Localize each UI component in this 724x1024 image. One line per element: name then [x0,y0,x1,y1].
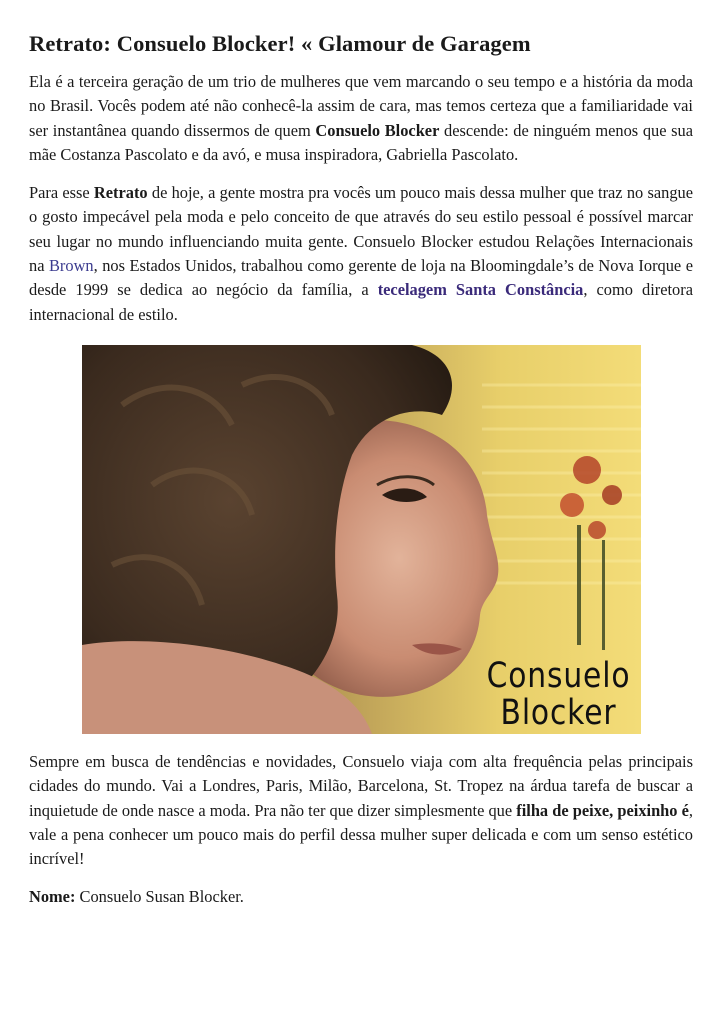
brown-link[interactable]: Brown [48,256,94,276]
photo-caption [482,655,635,733]
article-title: Retrato: Consuelo Blocker! « Glamour de Garagem [29,31,531,56]
travel-text-1: Sempre em busca de tendências e novidades, Consuelo viaja com alta frequência pelas principais cidades do mundo. Vai a Londres, Paris, Milão, Barcelona, St. Tropez na árdua tarefa de buscar a inquietude de onde nasce a moda. Pra não ter que dizer simplesmente que [29,751,693,820]
intro-bold-name: Consuelo Blocker [315,120,440,140]
photo-caption-line-1: Consuelo [486,655,631,696]
intro-text-1: Ela é a terceira geração de um trio de mulheres que vem marcando o seu tempo e a história da moda no Brasil. Vocês podem até não conhecê-la assim de cara, mas temos certeza que a familiaridade vai ser instantânea quando dissermos de quem [29,72,693,140]
santa-constancia-link[interactable]: tecelagem Santa Constância [377,280,584,300]
name-label: Nome: [29,887,76,907]
retrato-text-3: , nos Estados Unidos, trabalhou como gerente de loja na Bloomingdale’s de Nova Iorque e desde 1999 se dedica ao negócio da família, a [29,256,693,300]
name-value: Consuelo Susan Blocker. [75,887,244,907]
retrato-text-2: de hoje, a gente mostra pra vocês um pouco mais dessa mulher que traz no sangue o gosto impecável pela moda e pelo conceito de que através do seu estilo pessoal é possível marcar seu lugar no mundo influenciando muita gente. Consuelo Blocker estudou Relações Internacionais na [29,183,693,276]
photo-caption-line-2: Blocker [500,692,617,733]
article-page [29,28,693,910]
retrato-paragraph [29,181,693,327]
retrato-text-1: Para esse [29,183,94,203]
travel-bold: filha de peixe, peixinho é [516,800,689,820]
after-photo-section [29,750,693,910]
travel-text-2: , vale a pena conhecer um pouco mais do perfil dessa mulher super delicada e com um senso estético incrível! [29,800,693,869]
name-line [29,885,693,909]
retrato-bold: Retrato [93,183,148,203]
travel-paragraph [29,750,693,871]
intro-text-2: descende: de ninguém menos que sua mãe Costanza Pascolato e da avó, e musa inspiradora, Gabriella Pascolato. [29,120,693,164]
intro-paragraph [29,70,693,167]
retrato-text-4: , como diretora internacional de estilo. [29,280,693,324]
portrait-photo [82,345,641,734]
